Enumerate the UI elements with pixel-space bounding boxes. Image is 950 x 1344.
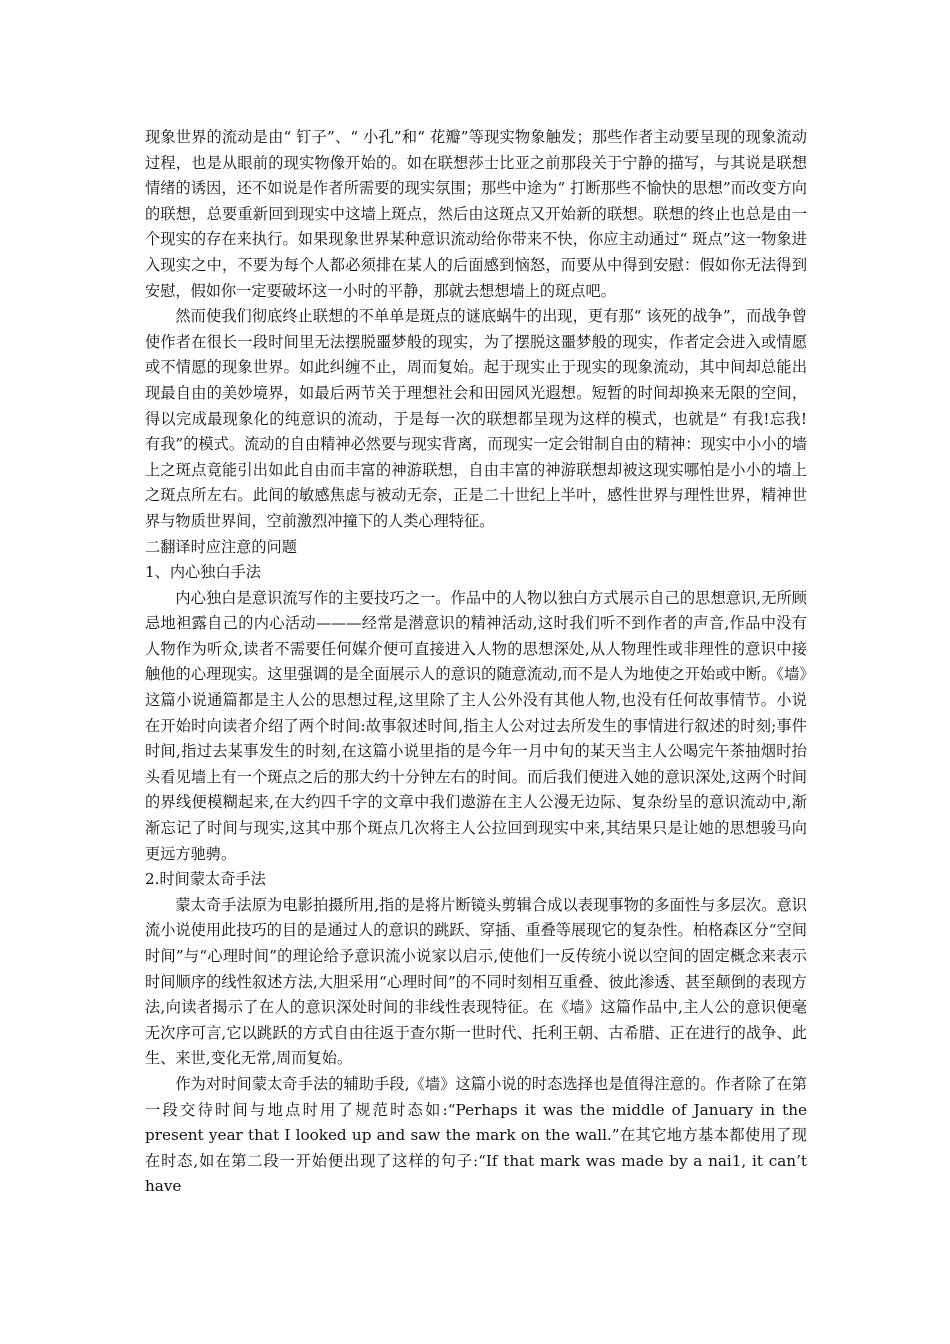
subsection-heading-time-montage: 2.时间蒙太奇手法: [145, 870, 266, 889]
paragraph-interior-monologue: 内心独白是意识流写作的主要技巧之一。作品中的人物以独白方式展示自己的思想意识,无所顾忌地袒露自己的内心活动———经常是潜意识的精神活动,这时我们听不到作者的声音,作品中没有人物作为听众,读者不需要任何媒介便可直接进入人物的思想深处,从人物理性或非理性的意识中接触他的心理现实。这里强调的是全面展示人的意识的随意流动,而不是人为地使之开始或中断。《墙》这篇小说通篇都是主人公的思想过程,这里除了主人公外没有其他人物,也没有任何故事情节。小说在开始时向读者介绍了两个时间:故事叙述时间,指主人公对过去所发生的事情进行叙述的时刻;事件时间,指过去某事发生的时刻,在这篇小说里指的是今年一月中旬的某天当主人公喝完午茶抽烟时抬头看见墙上有一个斑点之后的那大约十分钟左右的时间。而后我们便进入她的意识深处,这两个时间的界线便模糊起来,在大约四千字的文章中我们遨游在主人公漫无边际、复杂纷呈的意识流动中,渐渐忘记了时间与现实,这其中那个斑点几次将主人公拉回到现实中来,其结果只是让她的思想骏马向更远方驰骋。: [145, 588, 807, 863]
paragraph-war-and-reality: 然而使我们彻底终止联想的不单单是斑点的谜底蜗牛的出现，更有那“ 该死的战争”，而战争曾使作者在很长一段时间里无法摆脱噩梦般的现实，为了摆脱这噩梦般的现实，作者定会进入或情愿或不情愿的现象世界。如此纠缠不止，周而复始。起于现实止于现实的现象流动，其中间却总能出现最自由的美妙境界，如最后两节关于理想社会和田园风光遐想。短暂的时间却换来无限的空间，得以完成最现象化的纯意识的流动，于是每一次的联想都呈现为这样的模式，也就是“ 有我!忘我!有我”的模式。流动的自由精神必然要与现实背离，而现实一定会钳制自由的精神：现实中小小的墙上之斑点竟能引出如此自由而丰富的神游联想，自由丰富的神游联想却被这现实哪怕是小小的墙上之斑点所左右。此间的敏感焦虑与被动无奈，正是二十世纪上半叶，感性世界与理性世界，精神世界与物质世界间，空前激烈冲撞下的人类心理特征。: [145, 307, 807, 530]
subsection-heading-interior-monologue: 1、内心独白手法: [145, 563, 261, 582]
paragraph-phenomenal-flow: 现象世界的流动是由“ 钉子”、“ 小孔”和“ 花瓣”等现实物象触发；那些作者主动要呈现的现象流动过程，也是从眼前的现实物像开始的。如在联想莎士比亚之前那段关于宁静的描写，与其说是联想情绪的诱因，还不如说是作者所需要的现实氛围；那些中途为“ 打断那些不愉快的思想”而改变方向的联想，总要重新回到现实中这墙上斑点，然后由这斑点又开始新的联想。联想的终止也总是由一个现实的存在来执行。如果现象世界某种意识流动给你带来不快，你应主动通过“ 斑点”这一物象进入现实之中，不要为每个人都必须排在某人的后面感到恼怒，而要从中得到安慰：假如你无法得到安慰，假如你一定要破坏这一小时的平静，那就去想想墙上的斑点吧。: [145, 128, 807, 300]
paragraph-tense-choice: 作为对时间蒙太奇手法的辅助手段,《墙》这篇小说的时态选择也是值得注意的。作者除了在第一段交待时间与地点时用了规范时态如:“Perhaps it was the middle of January in the present year that I looked up and saw the mark on the wall.”在其它地方基本都使用了现在时态,如在第二段一开始便出现了这样的句子:“If that mark was made by a nai1, it can’t have: [145, 1074, 807, 1196]
document-body: [145, 125, 807, 1200]
paragraph-time-montage: 蒙太奇手法原为电影拍摄所用,指的是将片断镜头剪辑合成以表现事物的多面性与多层次。意识流小说使用此技巧的目的是通过人的意识的跳跃、穿插、重叠等展现它的复杂性。柏格森区分“空间时间”与“心理时间”的理论给予意识流小说家以启示,使他们一反传统小说以空间的固定概念来表示时间顺序的线性叙述方法,大胆采用“心理时间”的不同时刻相互重叠、彼此渗透、甚至颠倒的表现方法,向读者揭示了在人的意识深处时间的非线性表现特征。在《墙》这篇作品中,主人公的意识便毫无次序可言,它以跳跃的方式自由往返于查尔斯一世时代、托利王朝、古希腊、正在进行的战争、此生、来世,变化无常,周而复始。: [145, 895, 807, 1068]
section-heading-translation-issues: 二翻译时应注意的问题: [145, 537, 297, 556]
